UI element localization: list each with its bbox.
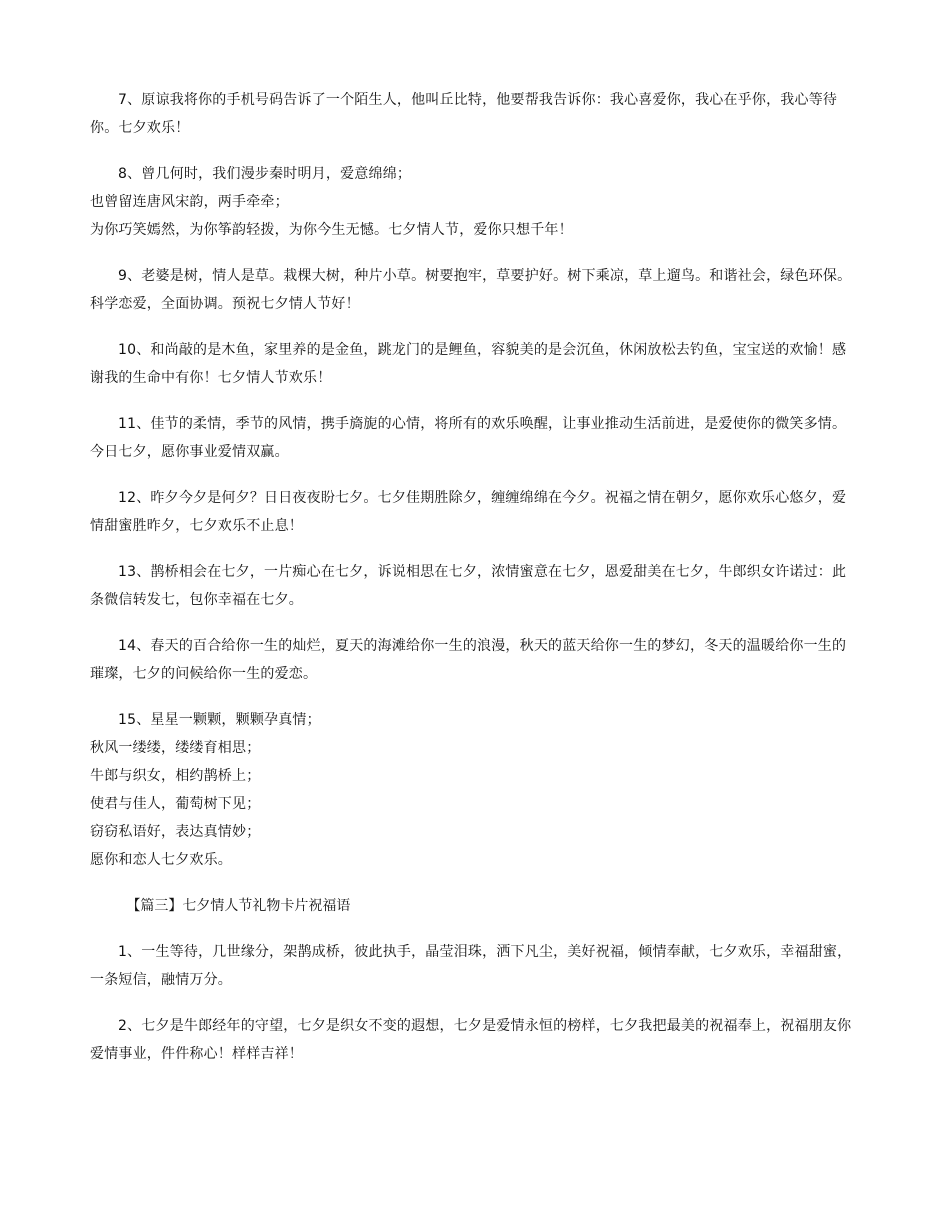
paragraph-12: 12、昨夕今夕是何夕？日日夜夜盼七夕。七夕佳期胜除夕，缠缠绵绵在今夕。祝福之情在朝夕，愿你欢乐心悠夕，爱情甜蜜胜昨夕，七夕欢乐不止息！ (90, 490, 847, 534)
stanza-line: 15、星星一颗颗，颗颗孕真情； (118, 712, 321, 728)
paragraph-section3-1: 1、一生等待，几世缘分，架鹊成桥，彼此执手，晶莹泪珠，洒下凡尘，美好祝福，倾情奉献，七夕欢乐，幸福甜蜜，一条短信，融情万分。 (90, 944, 852, 988)
stanza-line: 秋风一缕缕，缕缕育相思； (90, 740, 261, 756)
stanza-line: 窃窃私语好，表达真情妙； (90, 824, 261, 840)
paragraph-10: 10、和尚敲的是木鱼，家里养的是金鱼，跳龙门的是鲤鱼，容貌美的是会沉鱼，休闲放松去钓鱼，宝宝送的欢愉！感谢我的生命中有你！七夕情人节欢乐！ (90, 342, 847, 386)
stanza-line: 使君与佳人，葡萄树下见； (90, 796, 261, 812)
paragraph-section3-2: 2、七夕是牛郎经年的守望，七夕是织女不变的遐想，七夕是爱情永恒的榜样，七夕我把最美的祝福奉上，祝福朋友你爱情事业，件件称心！样样吉祥！ (90, 1018, 852, 1062)
stanza-8 (90, 160, 860, 244)
paragraph-14: 14、春天的百合给你一生的灿烂，夏天的海滩给你一生的浪漫，秋天的蓝天给你一生的梦幻，冬天的温暖给你一生的璀璨，七夕的问候给你一生的爱恋。 (90, 638, 847, 682)
stanza-line: 也曾留连唐风宋韵，两手牵牵； (90, 194, 289, 210)
section-heading: 【篇三】七夕情人节礼物卡片祝福语 (126, 898, 351, 914)
stanza-15 (90, 706, 860, 874)
stanza-line: 牛郎与织女，相约鹊桥上； (90, 768, 261, 784)
paragraph-13: 13、鹊桥相会在七夕，一片痴心在七夕，诉说相思在七夕，浓情蜜意在七夕，恩爱甜美在七夕，牛郎织女许诺过：此条微信转发七，包你幸福在七夕。 (90, 564, 847, 608)
paragraph-7: 7、原谅我将你的手机号码告诉了一个陌生人，他叫丘比特，他要帮我告诉你：我心喜爱你，我心在乎你，我心等待你。七夕欢乐！ (90, 92, 838, 136)
paragraph-9: 9、老婆是树，情人是草。栽棵大树，种片小草。树要抱牢，草要护好。树下乘凉，草上遛鸟。和谐社会，绿色环保。科学恋爱，全面协调。预祝七夕情人节好！ (90, 268, 852, 312)
stanza-line: 8、曾几何时，我们漫步秦时明月，爱意绵绵； (118, 166, 412, 182)
paragraph-11: 11、佳节的柔情，季节的风情，携手旖旎的心情，将所有的欢乐唤醒，让事业推动生活前进，是爱使你的微笑多情。今日七夕，愿你事业爱情双赢。 (90, 416, 847, 460)
stanza-line: 愿你和恋人七夕欢乐。 (90, 852, 232, 868)
document-page (90, 86, 860, 1086)
stanza-line: 为你巧笑嫣然，为你筝韵轻拨，为你今生无憾。七夕情人节，爱你只想千年！ (90, 222, 573, 238)
